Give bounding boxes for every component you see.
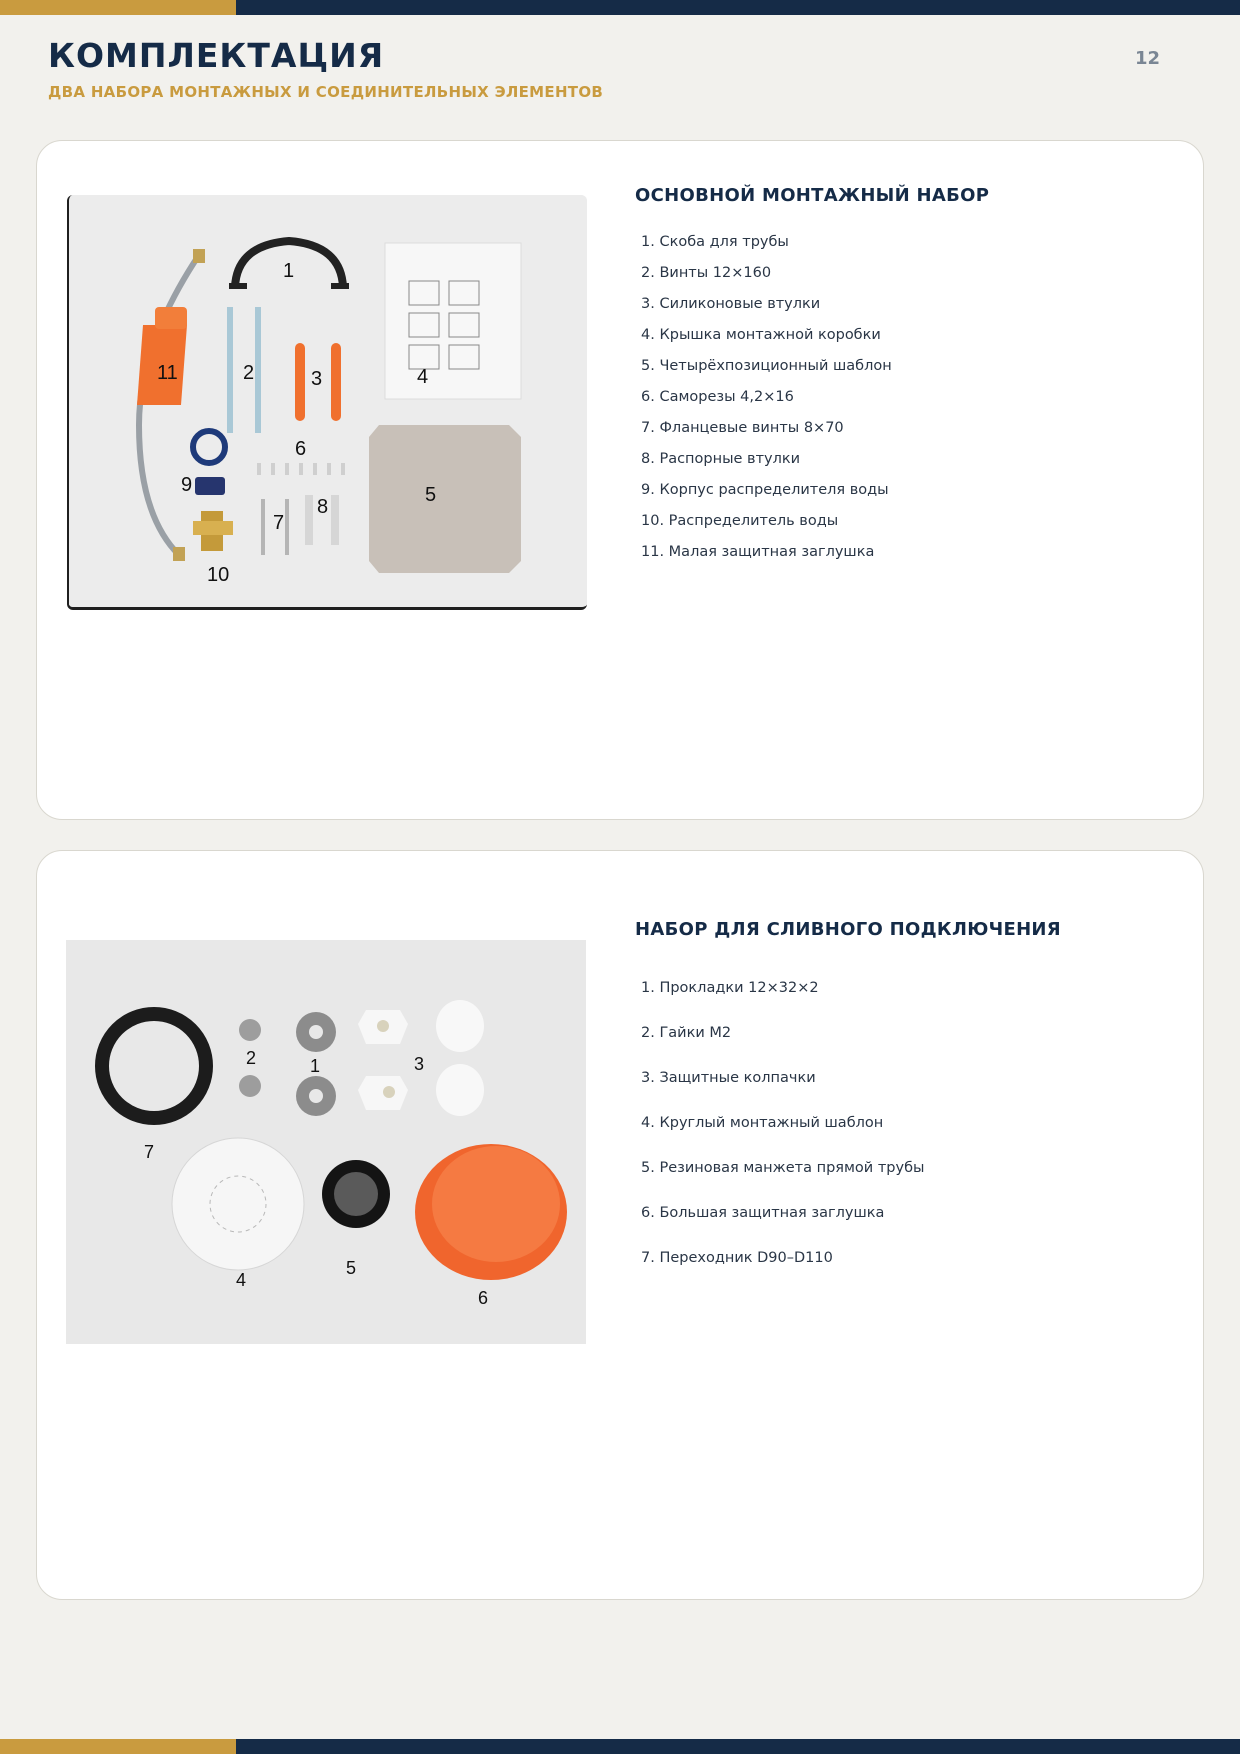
photo-label-2: 2 (246, 1048, 257, 1068)
photo-label-6: 6 (295, 438, 307, 460)
page-title: КОМПЛЕКТАЦИЯ (48, 36, 385, 75)
list-item: 2. Винты 12×160 (641, 265, 772, 281)
photo-label-4: 4 (236, 1270, 247, 1290)
list-item: 8. Распорные втулки (641, 451, 801, 467)
main-kit-illustration (69, 195, 587, 607)
drain-kit-card (36, 850, 1204, 1600)
list-item: 6. Большая защитная заглушка (641, 1205, 885, 1221)
top-accent-bar (0, 0, 1240, 15)
list-item: 4. Круглый монтажный шаблон (641, 1115, 884, 1131)
photo-label-4: 4 (417, 366, 429, 388)
photo-label-5: 5 (346, 1258, 357, 1278)
photo-label-5: 5 (425, 484, 437, 506)
main-kit-photo (67, 195, 587, 610)
photo-label-2: 2 (243, 362, 255, 384)
list-item: 3. Силиконовые втулки (641, 296, 821, 312)
bottom-accent-navy (236, 1739, 1240, 1754)
list-item: 11. Малая защитная заглушка (641, 544, 875, 560)
drain-kit-illustration (66, 940, 586, 1344)
photo-label-3: 3 (414, 1054, 425, 1074)
photo-label-6: 6 (478, 1288, 489, 1308)
drain-kit-list (641, 979, 924, 1294)
photo-label-3: 3 (311, 368, 323, 390)
list-item: 5. Резиновая манжета прямой трубы (641, 1160, 925, 1176)
list-item: 10. Распределитель воды (641, 513, 839, 529)
bottom-accent-bar (0, 1739, 1240, 1754)
photo-label-11: 11 (157, 362, 178, 384)
list-item: 4. Крышка монтажной коробки (641, 327, 881, 343)
main-kit-title: ОСНОВНОЙ МОНТАЖНЫЙ НАБОР (635, 185, 990, 206)
list-item: 1. Прокладки 12×32×2 (641, 980, 819, 996)
main-kit-card (36, 140, 1204, 820)
list-item: 1. Скоба для трубы (641, 234, 789, 250)
bottom-accent-gold (0, 1739, 236, 1754)
photo-label-9: 9 (181, 474, 193, 496)
photo-label-1: 1 (283, 260, 295, 282)
list-item: 5. Четырёхпозиционный шаблон (641, 358, 892, 374)
list-item: 3. Защитные колпачки (641, 1070, 816, 1086)
page-number: 12 (1135, 48, 1161, 69)
top-accent-gold (0, 0, 236, 15)
photo-label-1: 1 (310, 1056, 321, 1076)
list-item: 7. Переходник D90–D110 (641, 1250, 833, 1266)
drain-kit-title: НАБОР ДЛЯ СЛИВНОГО ПОДКЛЮЧЕНИЯ (635, 919, 1061, 940)
photo-label-8: 8 (317, 496, 329, 518)
list-item: 9. Корпус распределителя воды (641, 482, 889, 498)
list-item: 7. Фланцевые винты 8×70 (641, 420, 844, 436)
top-accent-navy (236, 0, 1240, 15)
list-item: 6. Саморезы 4,2×16 (641, 389, 794, 405)
list-item: 2. Гайки М2 (641, 1025, 732, 1041)
photo-label-7: 7 (144, 1142, 155, 1162)
photo-label-10: 10 (207, 564, 230, 586)
main-kit-list (641, 233, 892, 574)
page-subtitle: ДВА НАБОРА МОНТАЖНЫХ И СОЕДИНИТЕЛЬНЫХ ЭЛЕМЕНТОВ (48, 83, 604, 101)
photo-label-7: 7 (273, 512, 285, 534)
drain-kit-photo (66, 940, 586, 1344)
